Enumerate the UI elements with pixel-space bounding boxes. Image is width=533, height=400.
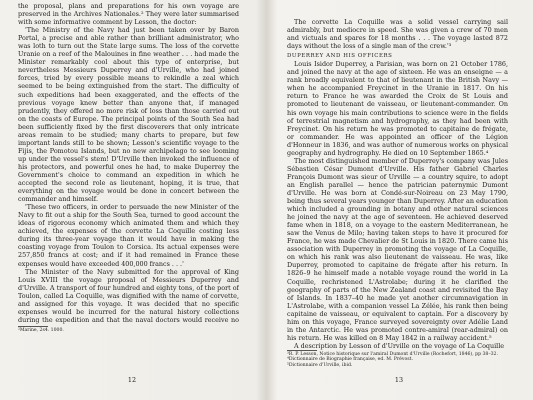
left-page xyxy=(0,0,266,400)
paragraph: The corvette La Coquille was a solid vessel carrying sail admirably, but mediocre in speed. She was given a crew of 70 men and victuals and spares for 18 months . . . The voyage lasted 872 days without the loss of a single man of the crew.'³ xyxy=(287,18,508,51)
paragraph: 'The Ministry of the Navy had just been taken over by Baron Portal, a precise and able rather than brilliant administrator, who was loth to turn out the State large sums. The loss of the corvette Uranie on a reef of the Malouines in fine weather . . . had made the Minister remarkably cool about this type of enterprise, but nevertheless Messieurs Duperrey and d'Urville, who had joined forces, tried by every possible means to rekindle a zeal which seemed to be being extinguished from the start. The difficulty of such expeditions had been exaggerated, and the effects of the previous voyage knew better than anyone that, if managed prudently, they offered no more risk of loss than those carried out on the coasts of Europe. The principal points of the South Sea had been sufficiently fixed by the first discoverers that only intricate areas remain to be studied; many charts to prepare, but few important lands still to be shown; Lesson's scientific voyage to the Fijis, the Pomotou Islands, but no new archipelago to see looming up under the vessel's stem! D'Urville then invoked the influence of his protectors, and powerful ones he had, to make Duperrey the Government's choice to command an expedition in which he accepted the second role as lieutenant, hoping, it is true, that everything on the voyage would be done in concert between the commander and himself. xyxy=(18,26,239,204)
footnote: ³R. P. Lesson, Notice historique sur l'amiral Dumont d'Urville (Rochefort, 1846), pp 38–32. xyxy=(287,352,498,357)
section-heading: DUPERREY AND HIS OFFICERS xyxy=(287,53,393,60)
right-footnotes xyxy=(287,350,508,368)
paragraph: The most distinguished member of Duperrey's company was Jules Sébastien César Dumont d'Urville. His father Gabriel Charles François Dumont was sieur of Urville — a country squire, to adopt an English parallel — hence the patrician paternymic Dumont d'Urville. He was born at Condé-sur-Noireau on 23 May 1790, being thus several years younger than Duperrey. After an education which included a grounding in botany and other natural sciences he joined the navy at the age of seventeen. He achieved deserved fame when in 1818, on a voyage to the eastern Mediterranean, he saw the Venus de Milo; having taken steps to have it procured for France, he was made Chevalier de St Louis in 1820. There came his association with Duperrey in promoting the voyage of La Coquille, on which his rank was also lieutenant de vaisseau. He was, like Duperrey, promoted to capitaine de frégate after his return. In 1826–9 he himself made a notable voyage round the world in La Coquille, rechristened L'Astrolabe; during it he clarified the geography of parts of the New Zealand coast and revisited the Bay of Islands. In 1837–40 he made yet another circumnavigation in L'Astrolabe, with a companion vessel La Zélée, his rank then being capitaine de vaisseau, or equivalent to captain. For a discovery by him on this voyage, France surveyed sovereignty over Adélie Land in the Antarctic. He was promoted contre-amiral (rear-admiral) on his return. He was killed on 8 May 1842 in a railway accident.⁵ xyxy=(287,156,508,342)
right-page xyxy=(267,0,533,400)
paragraph: A description by Lesson of d'Urville on the voyage of La Coquille xyxy=(294,341,505,350)
paragraph: Louis Isidor Duperrey, a Parisian, was born on 21 October 1786, and joined the navy at the age of sixteen. He was an enseigne — a rank broadly equivalent to that of lieutenant in the British Navy — when he accompanied Freycinet in the Uranie in 1817. On his return to France he was awarded the Croix de St Louis and promoted to lieutenant de vaisseau, or lieutenant-commander. On his own voyage his main contributions to science were in the fields of terrestrial magnetism and hydrography, as they had been with Freycinet. On his return he was promoted to capitaine de frégate, or commander. He was appointed an officer of the Légion d'Honneur in 1836, and was author of numerous works on physical geography and hydrography. He died on 10 September 1865.⁴ xyxy=(287,60,508,157)
footnote: ²Marine, 2s4. 1000. xyxy=(18,328,64,333)
page-number: 13 xyxy=(394,376,404,384)
footnote: ⁵Dictionnaire d'Urville, ibid. xyxy=(287,362,353,368)
left-page-text xyxy=(18,2,239,324)
paragraph: the proposal, plans and preparations for his own voyage are preserved in the Archives Nationales.² They were later summarised with some informative comment by Lesson, the doctor: xyxy=(18,2,239,27)
left-footnotes xyxy=(18,326,239,333)
footnote-rule xyxy=(18,326,48,327)
right-page-text xyxy=(287,18,508,350)
footnote: ⁴Dictionnaire de Biographie française, ed. M. Prévost. xyxy=(287,357,413,363)
paragraph: The Minister of the Navy submitted for the approval of King Louis XVIII the voyage proposal of Messieurs Duperrey and d'Urville. A transport of four hundred and eighty tons, of the port of Toulon, called La Coquille, was dignified with the name of corvette, and assigned for this voyage. It was decided that no specific expenses would be incurred for the natural history collections during the expedition and that the naval doctors would receive no xyxy=(18,267,239,324)
paragraph: 'These two officers, in order to persuade the new Minister of the Navy to fit out a ship for the South Sea, turned to good account the ideas of rigorous economy which animated them and which they achieved, the expenses of the corvette La Coquille costing less during its three-year voyage than it would have in making the coasting voyage from Toulon to Corsica. Its actual expenses were 257,850 francs at cost; and if it had remained in France these expenses would have exceeded 400,000 francs . . .' xyxy=(18,203,239,268)
page-number: 12 xyxy=(127,376,137,384)
footnote-rule xyxy=(287,350,317,351)
